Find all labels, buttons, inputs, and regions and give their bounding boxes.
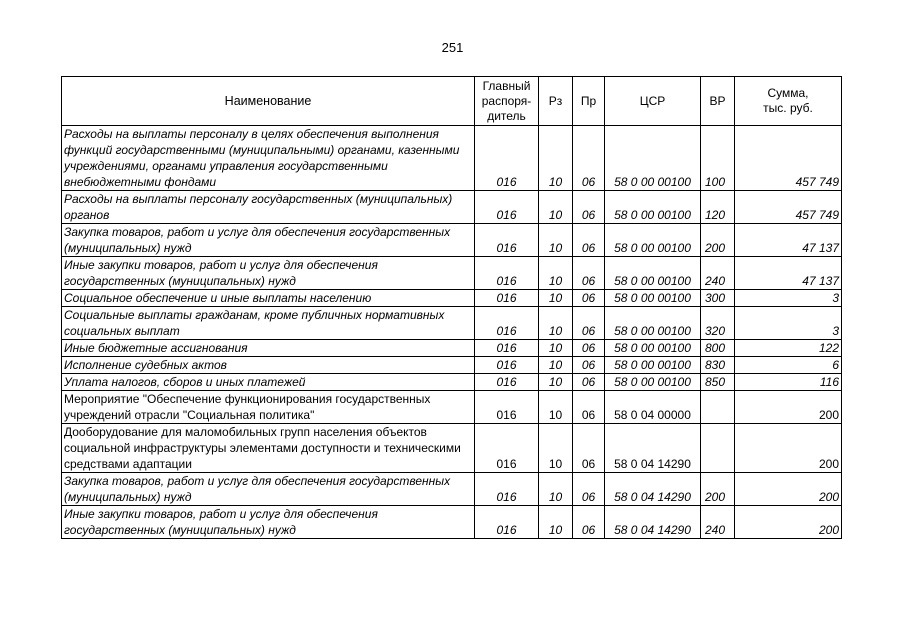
row-name: Иные закупки товаров, работ и услуг для обеспечения государственных (муниципальных) нужд [62,257,475,290]
row-rz: 10 [539,126,573,191]
table-row [62,473,842,506]
row-name: Закупка товаров, работ и услуг для обеспечения государственных (муниципальных) нужд [62,473,475,506]
row-pr: 06 [573,357,605,374]
row-sum: 457 749 [735,126,842,191]
row-vr: 320 [701,307,735,340]
row-pr: 06 [573,257,605,290]
row-rz: 10 [539,224,573,257]
row-csr: 58 0 04 14290 [605,424,701,473]
row-rz: 10 [539,424,573,473]
row-vr [701,391,735,424]
table-row [62,506,842,539]
row-main-manager: 016 [475,506,539,539]
row-pr: 06 [573,506,605,539]
table-row [62,357,842,374]
row-csr: 58 0 00 00100 [605,357,701,374]
row-rz: 10 [539,191,573,224]
row-csr: 58 0 00 00100 [605,340,701,357]
row-name: Расходы на выплаты персоналу государственных (муниципальных) органов [62,191,475,224]
row-main-manager: 016 [475,224,539,257]
row-vr: 300 [701,290,735,307]
column-header-main-manager: Главный распоря- дитель [475,77,539,126]
row-name: Иные бюджетные ассигнования [62,340,475,357]
row-pr: 06 [573,290,605,307]
row-name: Уплата налогов, сборов и иных платежей [62,374,475,391]
column-header-sum: Сумма, тыс. руб. [735,77,842,126]
row-vr: 200 [701,224,735,257]
row-vr: 240 [701,506,735,539]
table-row [62,126,842,191]
row-vr: 120 [701,191,735,224]
row-name: Закупка товаров, работ и услуг для обеспечения государственных (муниципальных) нужд [62,224,475,257]
row-rz: 10 [539,506,573,539]
row-pr: 06 [573,191,605,224]
row-sum: 47 137 [735,257,842,290]
row-vr: 100 [701,126,735,191]
row-csr: 58 0 00 00100 [605,224,701,257]
row-name: Дооборудование для маломобильных групп населения объектов социальной инфраструктуры элементами доступности и техническими средствами адаптации [62,424,475,473]
row-sum: 122 [735,340,842,357]
row-rz: 10 [539,290,573,307]
row-pr: 06 [573,424,605,473]
row-main-manager: 016 [475,473,539,506]
row-name: Мероприятие "Обеспечение функционирования государственных учреждений отрасли "Социальная политика" [62,391,475,424]
table-row [62,224,842,257]
row-pr: 06 [573,473,605,506]
row-csr: 58 0 00 00100 [605,257,701,290]
row-pr: 06 [573,126,605,191]
row-main-manager: 016 [475,391,539,424]
table-row [62,374,842,391]
row-rz: 10 [539,391,573,424]
row-main-manager: 016 [475,191,539,224]
row-csr: 58 0 00 00100 [605,191,701,224]
row-pr: 06 [573,374,605,391]
row-csr: 58 0 04 14290 [605,473,701,506]
row-sum: 200 [735,424,842,473]
row-csr: 58 0 04 00000 [605,391,701,424]
row-pr: 06 [573,307,605,340]
row-csr: 58 0 00 00100 [605,307,701,340]
row-rz: 10 [539,473,573,506]
row-pr: 06 [573,391,605,424]
column-header-csr: ЦСР [605,77,701,126]
row-rz: 10 [539,257,573,290]
row-vr: 850 [701,374,735,391]
row-sum: 200 [735,473,842,506]
table-row [62,340,842,357]
row-csr: 58 0 04 14290 [605,506,701,539]
row-csr: 58 0 00 00100 [605,290,701,307]
row-vr: 200 [701,473,735,506]
row-csr: 58 0 00 00100 [605,126,701,191]
row-name: Расходы на выплаты персоналу в целях обеспечения выполнения функций государственными (муниципальными) органами, казенными учреждениями, органами управления государственными внебюджетными фондами [62,126,475,191]
row-main-manager: 016 [475,290,539,307]
row-vr: 800 [701,340,735,357]
table-row [62,424,842,473]
row-main-manager: 016 [475,126,539,191]
row-main-manager: 016 [475,357,539,374]
row-rz: 10 [539,340,573,357]
row-rz: 10 [539,357,573,374]
row-main-manager: 016 [475,307,539,340]
column-header-vr: ВР [701,77,735,126]
row-vr: 830 [701,357,735,374]
row-name: Иные закупки товаров, работ и услуг для обеспечения государственных (муниципальных) нужд [62,506,475,539]
row-sum: 116 [735,374,842,391]
row-sum: 47 137 [735,224,842,257]
column-header-rz: Рз [539,77,573,126]
row-main-manager: 016 [475,374,539,391]
row-sum: 3 [735,290,842,307]
column-header-name: Наименование [62,77,475,126]
row-vr [701,424,735,473]
table-body [62,126,842,539]
budget-table [61,76,842,539]
column-header-pr: Пр [573,77,605,126]
row-main-manager: 016 [475,424,539,473]
page-number: 251 [441,40,464,55]
table-row [62,290,842,307]
row-vr: 240 [701,257,735,290]
table-row [62,257,842,290]
row-name: Социальное обеспечение и иные выплаты населению [62,290,475,307]
row-pr: 06 [573,340,605,357]
row-name: Исполнение судебных актов [62,357,475,374]
row-main-manager: 016 [475,340,539,357]
table-row [62,391,842,424]
table-row [62,191,842,224]
row-sum: 3 [735,307,842,340]
row-pr: 06 [573,224,605,257]
row-rz: 10 [539,374,573,391]
row-csr: 58 0 00 00100 [605,374,701,391]
table-header-row [62,77,842,126]
row-sum: 200 [735,391,842,424]
row-sum: 457 749 [735,191,842,224]
row-sum: 6 [735,357,842,374]
row-rz: 10 [539,307,573,340]
row-main-manager: 016 [475,257,539,290]
row-sum: 200 [735,506,842,539]
table-row [62,307,842,340]
row-name: Социальные выплаты гражданам, кроме публичных нормативных социальных выплат [62,307,475,340]
